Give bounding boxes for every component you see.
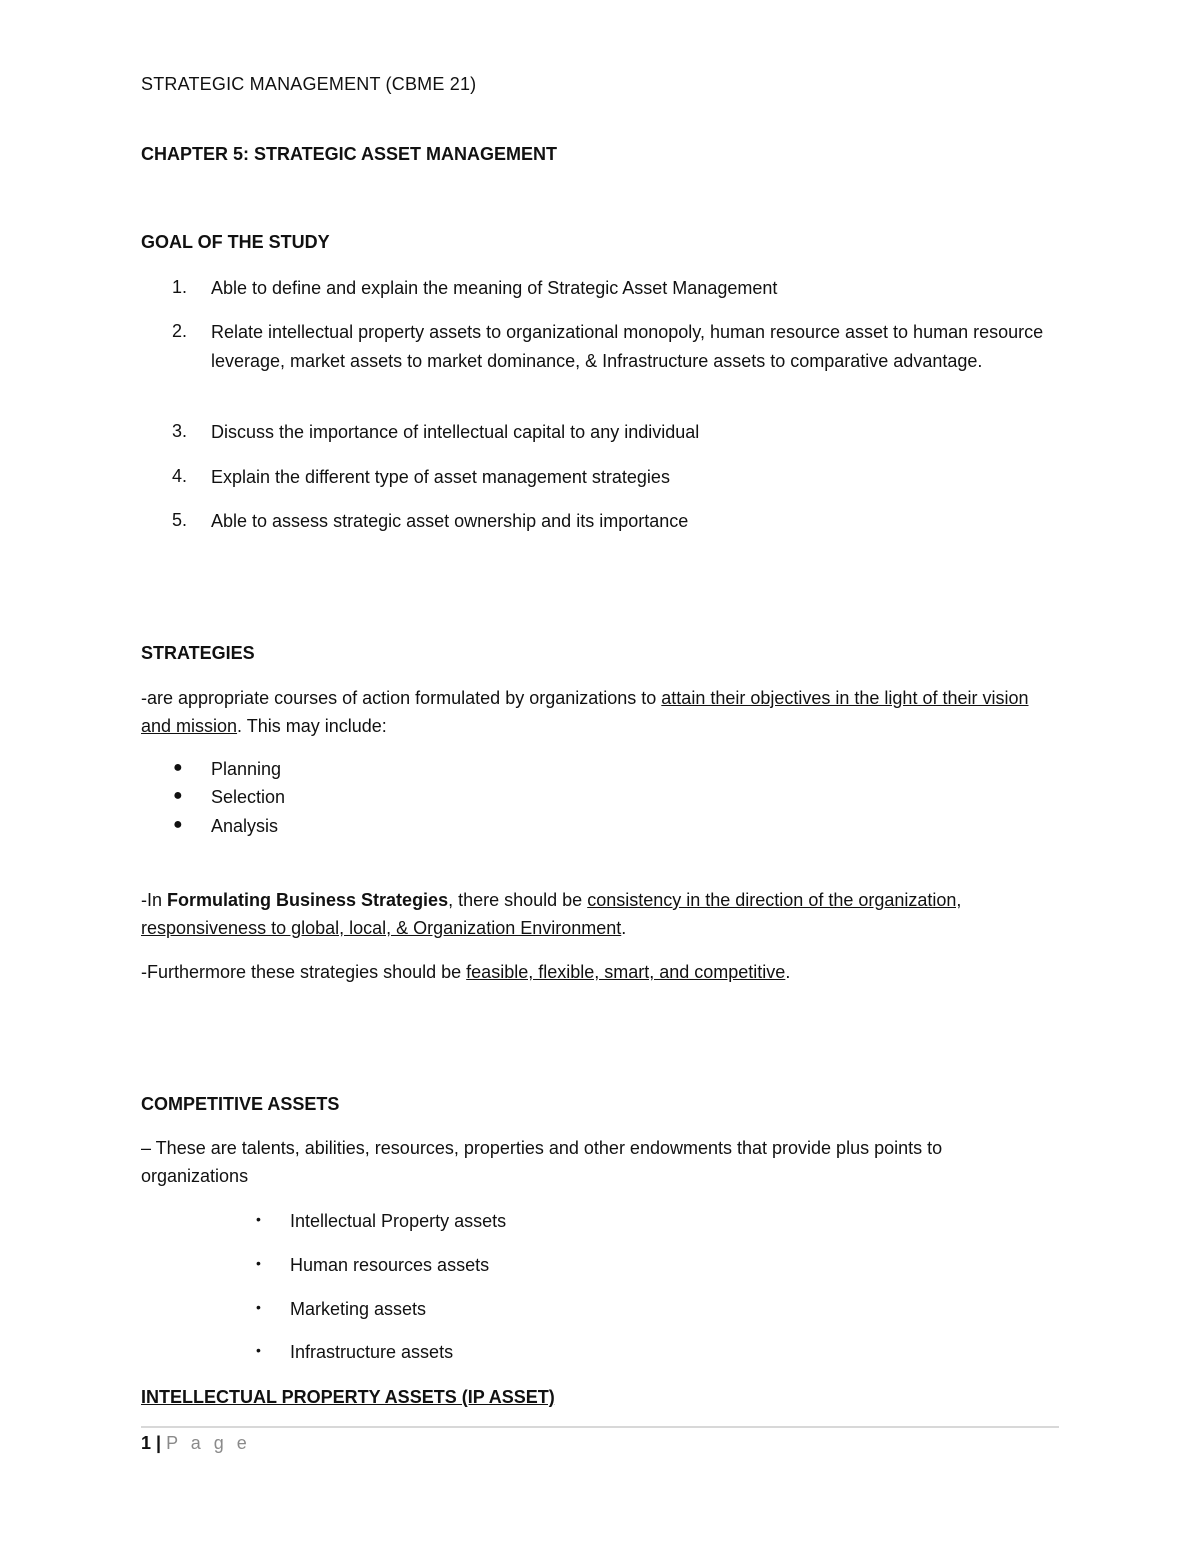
bullet-icon: ● (173, 787, 183, 804)
strategy-bullet-item: Planning (211, 759, 282, 779)
formulating-mid: , there should be (448, 890, 588, 910)
strategies-definition-suffix: . This may include: (237, 716, 387, 736)
competitive-definition: – These are talents, abilities, resources, properties and other endowments that provide plus points to organizations (141, 1138, 943, 1186)
goal-number: 1. (172, 277, 188, 297)
page-header: STRATEGIC MANAGEMENT (CBME 21) (141, 74, 477, 94)
page-footer (141, 1433, 251, 1454)
formulating-bold: Formulating Business Strategies (167, 890, 449, 910)
formulating-underlined: consistency in the direction of the organization, responsiveness to global, local, & Organization Environment (141, 890, 962, 938)
goal-number: 2. (172, 321, 188, 341)
furthermore-prefix: -Furthermore these strategies should be (141, 962, 467, 982)
goal-item: Able to define and explain the meaning of Strategic Asset Management (211, 278, 778, 298)
strategy-bullet-item: Selection (211, 787, 286, 807)
goal-number: 4. (172, 466, 188, 486)
asset-bullet-item: Marketing assets (290, 1299, 427, 1319)
goal-number: 3. (172, 421, 188, 441)
asset-bullet-item: Intellectual Property assets (290, 1211, 507, 1231)
page-label: P a g e (166, 1433, 251, 1453)
formulating-paragraph (141, 886, 1051, 942)
bullet-icon: ● (173, 816, 183, 833)
strategies-definition-underlined: attain their objectives in the light of their vision and mission (141, 688, 1029, 736)
asset-bullet-item: Human resources assets (290, 1255, 490, 1275)
competitive-heading: COMPETITIVE ASSETS (141, 1094, 340, 1114)
asset-bullet-item: Infrastructure assets (290, 1342, 454, 1362)
bullet-icon: • (256, 1299, 261, 1315)
page-number: 1 (141, 1433, 152, 1453)
furthermore-paragraph (141, 958, 1051, 986)
bullet-icon: • (256, 1255, 261, 1271)
furthermore-suffix: . (785, 962, 791, 982)
ip-assets-heading: INTELLECTUAL PROPERTY ASSETS (IP ASSET) (141, 1387, 555, 1407)
formulating-prefix: -In (141, 890, 168, 910)
goals-heading: GOAL OF THE STUDY (141, 232, 330, 252)
bullet-icon: • (256, 1342, 261, 1358)
goal-item: Able to assess strategic asset ownership and its importance (211, 511, 689, 531)
chapter-title: CHAPTER 5: STRATEGIC ASSET MANAGEMENT (141, 144, 558, 164)
strategies-heading: STRATEGIES (141, 643, 255, 663)
goal-item: Relate intellectual property assets to organizational monopoly, human resource asset to human resource leverage, market assets to market dominance, & Infrastructure assets to comparative advantage. (211, 322, 1044, 371)
formulating-suffix: . (621, 918, 627, 938)
footer-separator: | (156, 1433, 162, 1453)
footer-divider (141, 1426, 1059, 1428)
furthermore-underlined: feasible, flexible, smart, and competitive (466, 962, 786, 982)
goal-item: Explain the different type of asset management strategies (211, 467, 670, 487)
strategies-definition (141, 684, 1051, 740)
bullet-icon: ● (173, 759, 183, 776)
goal-item: Discuss the importance of intellectual capital to any individual (211, 422, 700, 442)
strategies-definition-text: -are appropriate courses of action formulated by organizations to (141, 688, 662, 708)
strategy-bullet-item: Analysis (211, 816, 279, 836)
bullet-icon: • (256, 1211, 261, 1227)
goal-number: 5. (172, 510, 188, 530)
